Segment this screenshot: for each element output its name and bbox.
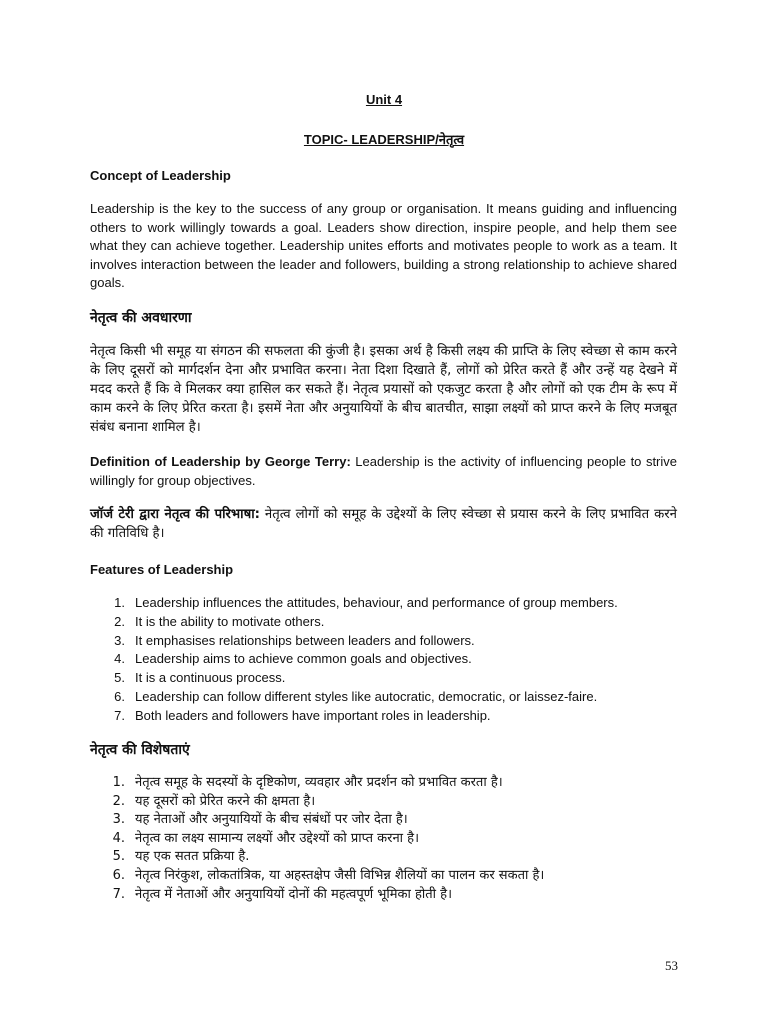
concept-paragraph: Leadership is the key to the success of any group or organisation. It means guiding and influencing others to work willingly towards a goal. Leaders show direction, inspire people, and help them see what they can achieve together. Leadership unites efforts and motivates people to work as a team. It involves interaction between the leader and followers, building a strong relationship to achieve shared goals. <box>90 201 677 291</box>
features-list-hindi <box>90 774 690 904</box>
definition-text-hindi: नेतृत्व लोगों को समूह के उद्देश्यों के लिए स्वेच्छा से प्रयास करने के लिए प्रभावित करने की गतिविधि है। <box>90 507 677 541</box>
features-heading: Features of Leadership <box>90 562 234 577</box>
definition-label-hindi: जॉर्ज टेरी द्वारा नेतृत्व की परिभाषा: <box>90 507 260 522</box>
unit-title: Unit 4 <box>365 92 403 107</box>
list-item: 4. नेतृत्व का लक्ष्य सामान्य लक्ष्यों और उद्देश्यों को प्राप्त करना है। <box>112 830 419 846</box>
list-item: 1. Leadership influences the attitudes, behaviour, and performance of group members. <box>114 595 618 610</box>
concept-paragraph-hindi: नेतृत्व किसी भी समूह या संगठन की सफलता की कुंजी है। इसका अर्थ है किसी लक्ष्य की प्राप्ति के लिए स्वेच्छा से काम करने के लिए दूसरों को मार्गदर्शन देना और प्रभावित करना। नेता दिशा दिखाते हैं, लोगों को प्रेरित करते हैं और उन्हें यह देखने में मदद करते हैं कि वे मिलकर क्या हासिल कर सकते हैं। नेतृत्व प्रयासों को एकजुट करता है और लोगों को एक टीम के रूप में काम करने के लिए प्रेरित करता है। इसमें नेता और अनुयायियों के बीच बातचीत, साझा लक्ष्यों को प्राप्त करने के लिए मजबूत संबंध बनाना शामिल है। <box>90 344 677 435</box>
list-item: 1. नेतृत्व समूह के सदस्यों के दृष्टिकोण, व्यवहार और प्रदर्शन को प्रभावित करता है। <box>112 775 503 790</box>
topic-title: TOPIC- LEADERSHIP/नेतृत्व <box>303 132 465 147</box>
list-item: 4. Leadership aims to achieve common goals and objectives. <box>114 651 472 667</box>
features-heading-hindi: नेतृत्व की विशेषताएं <box>90 742 190 758</box>
list-item: 6. Leadership can follow different styles like autocratic, democratic, or laissez-faire. <box>114 688 598 704</box>
definition-text: Leadership is the activity of influencing people to strive willingly for group objectives. <box>90 454 677 488</box>
list-item: 6. नेतृत्व निरंकुश, लोकतांत्रिक, या अहस्तक्षेप जैसी विभिन्न शैलियों का पालन कर सकता है। <box>112 867 545 883</box>
list-item: 3. It emphasises relationships between leaders and followers. <box>114 632 475 648</box>
concept-heading: Concept of Leadership <box>90 168 231 183</box>
list-item: 5. It is a continuous process. <box>114 670 286 686</box>
definition-paragraph <box>90 453 677 490</box>
list-item: 3. यह नेताओं और अनुयायियों के बीच संबंधों पर जोर देता है। <box>112 812 408 828</box>
concept-heading-hindi: नेतृत्व की अवधारणा <box>90 310 192 326</box>
list-item: 5. यह एक सतत प्रक्रिया है. <box>112 849 250 865</box>
definition-paragraph-hindi <box>90 505 677 543</box>
list-item: 7. Both leaders and followers have important roles in leadership. <box>114 707 491 723</box>
features-list <box>90 594 690 726</box>
list-item: 2. It is the ability to motivate others. <box>114 613 325 629</box>
list-item: 7. नेतृत्व में नेताओं और अनुयायियों दोनों की महत्वपूर्ण भूमिका होती है। <box>112 886 453 902</box>
definition-label: Definition of Leadership by George Terry: <box>90 454 351 469</box>
page-number: 53 <box>665 958 678 973</box>
list-item: 2. यह दूसरों को प्रेरित करने की क्षमता है। <box>112 793 316 809</box>
